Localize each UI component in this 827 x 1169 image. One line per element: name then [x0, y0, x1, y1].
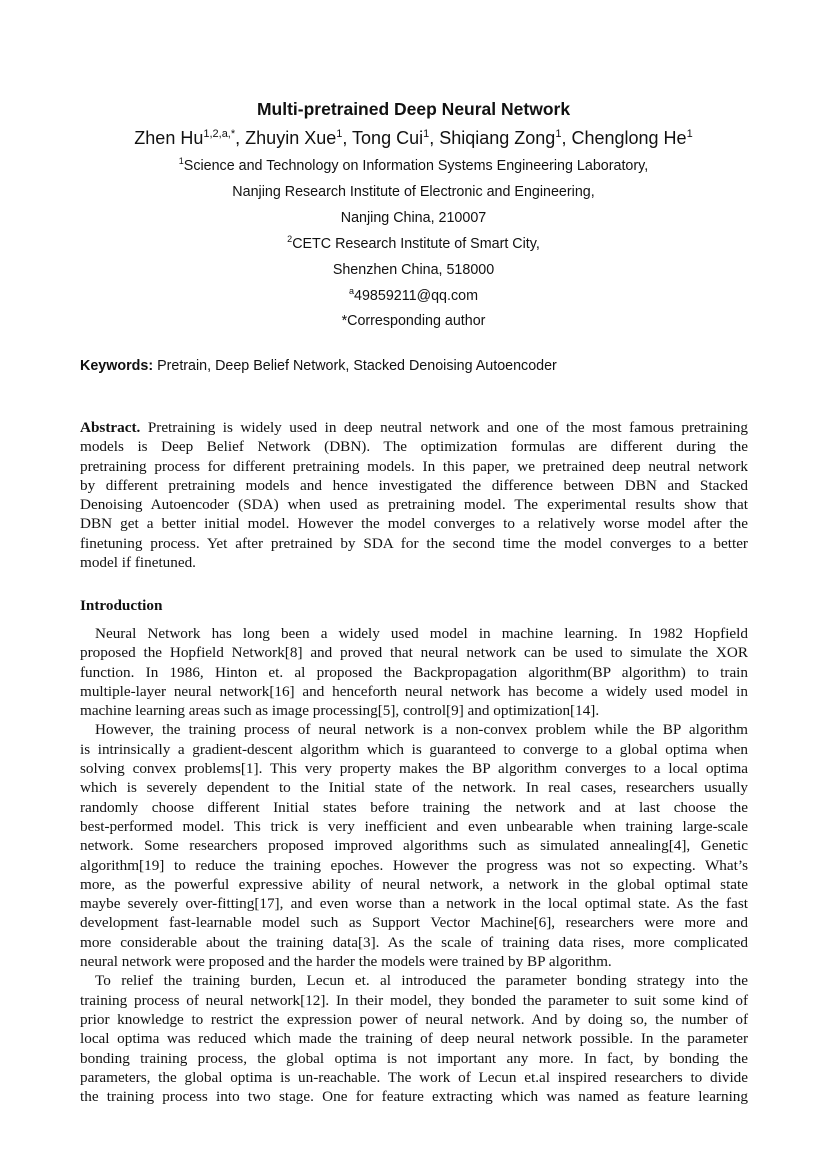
abstract-line — [80, 476, 748, 495]
affiliation-line — [0, 262, 827, 278]
paragraph-line: multiple-layer neural network[16] and henceforth neural network has become a widely used model in — [80, 682, 748, 700]
author-superscript: 1 — [555, 128, 562, 140]
paragraph-line: To relief the training burden, Lecun et. al introduced the parameter bonding strategy into the — [95, 972, 748, 990]
paragraph-line: machine learning areas such as image processing[5], control[9] and optimization[14]. — [80, 702, 600, 720]
abstract-line — [80, 534, 748, 553]
abstract-label: Abstract. — [80, 419, 141, 436]
paragraph — [80, 624, 748, 720]
affiliation-superscript: 2 — [287, 234, 293, 244]
paragraph-line: bonding training process, the global optima is not important any more. In fact, by bonding the — [80, 1049, 748, 1067]
paragraph — [80, 720, 748, 971]
author-list: Zhen $Hu^{1,2,a,*}$, Zhuyin Xue$^1$, Tong Cui$^1$, Shiqiang Zong$^1$, Chenglong He$^1$ — [134, 128, 693, 148]
paragraph-line: prior knowledge to restrict the expression power of neural network. And by doing so, the number of — [80, 1010, 748, 1028]
keywords-label: Keywords: — [80, 358, 154, 374]
abstract-text: model if finetuned. — [80, 554, 196, 572]
affiliation-line — [0, 184, 827, 200]
paragraph-line: However, the training process of neural network is a non-convex problem while the BP algorithm — [95, 721, 748, 739]
abstract-line — [80, 495, 748, 514]
paragraph-line: solving convex problems[1]. This very property makes the BP algorithm converges to a local optima — [80, 760, 748, 778]
abstract-text: finetuning process. Yet after pretrained by SDA for the second time the model converges to a better — [80, 534, 748, 552]
abstract — [80, 418, 748, 572]
abstract-text: by different pretraining models and hence investigated the difference between DBN and Stacked — [80, 476, 748, 494]
paragraph-line: neural network were proposed and the harder the models were trained by BP algorithm. — [80, 953, 612, 971]
paragraph-line: which is severely dependent to the Initial state of the network. In real cases, researchers usually — [80, 779, 748, 797]
abstract-text: Pretraining is widely used in deep neutral network and one of the most famous pretraining — [140, 419, 748, 436]
paragraph-line: local optima was reduced which made the training of deep neural network possible. In the parameter — [80, 1030, 748, 1048]
affiliation-line — [0, 288, 827, 304]
keywords-text: Pretrain, Deep Belief Network, Stacked Denoising Autoencoder — [153, 358, 557, 374]
paragraph-line: proposed the Hopfield Network[8] and proved that neural network can be used to simulate the XOR — [80, 644, 748, 662]
affiliation-text: Shenzhen China, 518000 — [332, 262, 495, 278]
affiliation-superscript: a — [349, 286, 355, 296]
paragraph-line: function. In 1986, Hinton et. al proposed the Backpropagation algorithm(BP algorithm) to train — [80, 663, 748, 681]
affiliation-text: Nanjing Research Institute of Electronic and Engineering, — [232, 184, 595, 200]
abstract-line — [80, 553, 748, 572]
paragraph-line: is intrinsically a gradient-descent algorithm which is guaranteed to converge to a global optima when — [80, 740, 748, 758]
paragraph-line: maybe severely over-fitting[17], and even worse than a network in the local optimal state. As the fast — [80, 895, 748, 913]
affiliation-text: Science and Technology on Information Systems Engineering Laboratory, — [183, 158, 649, 174]
paragraph — [80, 971, 748, 1106]
abstract-text: DBN get a better initial model. However the model converges to a relatively worse model after the — [80, 515, 748, 533]
abstract-line — [80, 437, 748, 456]
author: Zhen Hu — [134, 128, 204, 148]
abstract-text: models is Deep Belief Network (DBN). The optimization formulas are different during the — [80, 438, 748, 456]
section-heading-introduction: Introduction — [80, 597, 163, 614]
paragraph-line: parameters, the global optima is un-reachable. The work of Lecun et.al inspired researchers to divide — [80, 1068, 748, 1086]
paragraph-line: development fast-learnable model such as Support Vector Machine[6], researchers were more and — [80, 914, 748, 932]
author-superscript: 1 — [686, 128, 693, 140]
introduction-body — [80, 624, 748, 1106]
abstract-line — [80, 418, 748, 437]
author-superscript: 1 — [336, 128, 343, 140]
paragraph-line: network. Some researchers proposed improved algorithms such as simulated annealing[4], Genetic — [80, 837, 748, 855]
paragraph-line: more considerable about the training data[3]. As the scale of training data rises, more complicated — [80, 933, 748, 951]
paragraph-line: the training process into two stage. One for feature extracting which was named as feature learning — [80, 1088, 748, 1106]
abstract-line — [80, 457, 748, 476]
paragraph-line: more, as the powerful expressive ability of neural network, a network in the global optimal state — [80, 875, 748, 893]
affiliation-text: *Corresponding author — [341, 313, 486, 329]
abstract-text: Denoising Autoencoder (SDA) when used as pretraining model. The experimental results show that — [80, 496, 748, 514]
paragraph-line: best-performed model. This trick is very inefficient and even unbearable when training large-scale — [80, 817, 748, 835]
abstract-line — [80, 514, 748, 533]
keywords — [80, 358, 557, 374]
affiliation-text: 49859211@qq.com — [354, 288, 478, 304]
author-superscript: 1 — [423, 128, 430, 140]
affiliation-line — [0, 158, 827, 174]
author: Zhuyin Xue — [245, 128, 337, 148]
paragraph-line: training process of neural network[12]. In their model, they bonded the parameter to suit some kind of — [80, 991, 748, 1009]
paper-title: Multi-pretrained Deep Neural Network — [256, 99, 571, 119]
affiliation-text: Nanjing China, 210007 — [340, 210, 487, 226]
paragraph-line: Neural Network has long been a widely used model in machine learning. In 1982 Hopfield — [95, 625, 748, 642]
paragraph-line: algorithm[19] to reduce the training epoches. However the progress was not so expecting. What’s — [80, 856, 748, 874]
author-superscript: 1,2,a,* — [203, 128, 236, 140]
author: Chenglong He — [571, 128, 687, 148]
affiliation-line — [0, 236, 827, 252]
author: Tong Cui — [352, 128, 424, 148]
affiliation-text: CETC Research Institute of Smart City, — [292, 236, 540, 252]
paragraph-line: randomly choose different Initial states before training the network and at last choose the — [80, 798, 748, 816]
author: Shiqiang Zong — [439, 128, 556, 148]
affiliation-superscript: 1 — [178, 156, 184, 166]
affiliation-line — [0, 210, 827, 226]
affiliation-line — [0, 313, 827, 329]
abstract-text: pretraining process for different pretraining models. In this paper, we pretrained deep neutral network — [80, 457, 748, 475]
